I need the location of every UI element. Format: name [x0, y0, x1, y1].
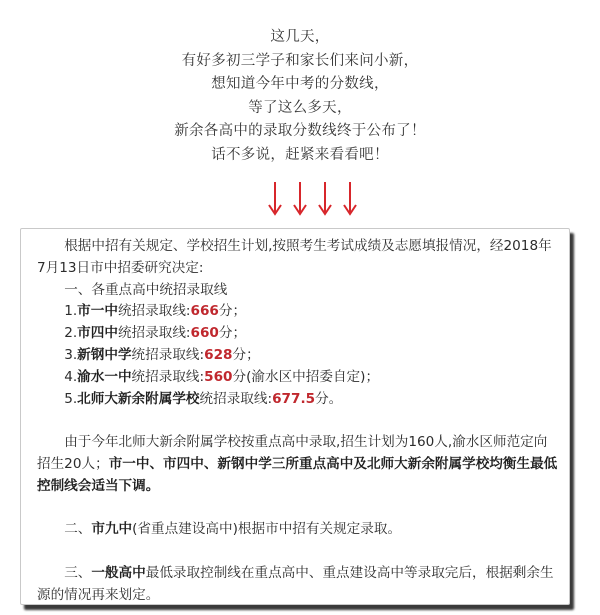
school-line	[37, 345, 559, 367]
adjustment-text: 由于今年北师大新余附属学校按重点高中录取,招生计划为160人,渝水区师范定向招生20人；	[37, 434, 548, 472]
score-label: 统招录取线:	[199, 390, 273, 407]
school-name: 市四中	[77, 325, 118, 342]
arrow-group	[0, 182, 600, 218]
school-name: 渝水一中	[77, 368, 132, 385]
section-three-paragraph	[37, 563, 559, 605]
school-category: 一般高中	[91, 564, 146, 581]
score-suffix: 分；	[232, 346, 260, 363]
school-number: 5.	[64, 390, 78, 407]
spacer	[37, 541, 559, 563]
score-suffix: 分(渝水区中招委自定)；	[232, 368, 380, 385]
section-text: 最低录取控制线在重点高中、重点建设高中等录取完后，根据剩余生源的情况再来划定。	[37, 564, 554, 603]
spacer	[37, 498, 559, 520]
school-number: 1.	[64, 303, 78, 320]
school-number: 2.	[64, 325, 78, 342]
intro-line: 话不多说，赶紧来看看吧！	[211, 146, 389, 163]
school-name: 市一中	[77, 303, 118, 320]
score-value: 660	[190, 325, 219, 342]
school-number: 3.	[64, 346, 78, 363]
down-arrow-icon	[268, 182, 282, 216]
spacer	[37, 410, 559, 432]
section-text: (省重点建设高中)根据市中招有关规定录取。	[132, 521, 402, 538]
score-suffix: 分；	[218, 303, 247, 320]
section-prefix: 二、	[64, 521, 92, 538]
score-label: 统招录取线:	[117, 303, 191, 320]
score-suffix: 分；	[218, 325, 247, 342]
down-arrow-icon	[343, 182, 357, 216]
score-suffix: 分。	[315, 390, 343, 407]
score-label: 统招录取线:	[117, 325, 191, 342]
school-line	[37, 389, 559, 411]
score-value: 560	[204, 368, 233, 385]
school-line	[37, 301, 559, 323]
score-value: 677.5	[272, 390, 316, 407]
intro-line: 有好多初三学子和家长们来问小新，	[181, 52, 419, 69]
intro-line: 等了这么多天，	[248, 99, 352, 116]
down-arrow-icon	[318, 182, 332, 216]
intro-paragraph: 根据中招有关规定、学校招生计划,按照考生考试成绩及志愿填报情况，经2018年7月13日市中招委研究决定:	[37, 238, 552, 276]
school-name: 新钢中学	[77, 346, 132, 363]
school-name: 市九中	[91, 521, 133, 538]
score-label: 统招录取线:	[131, 346, 205, 363]
score-label: 统招录取线:	[131, 368, 205, 385]
score-value: 666	[190, 303, 219, 320]
school-number: 4.	[64, 368, 78, 385]
section-two-paragraph	[37, 519, 559, 541]
section-prefix: 三、	[64, 564, 92, 581]
intro-line: 新余各高中的录取分数线终于公布了！	[174, 123, 426, 140]
down-arrow-icon	[293, 182, 307, 216]
school-line	[37, 323, 559, 345]
intro-line: 这几天，	[270, 29, 330, 45]
adjustment-paragraph	[37, 432, 559, 497]
announcement-box	[20, 228, 570, 605]
school-name: 北师大新余附属学校	[77, 390, 200, 407]
school-line	[37, 367, 559, 389]
score-value: 628	[204, 346, 233, 363]
intro-text	[0, 26, 600, 168]
intro-line: 想知道今年中考的分数线，	[211, 76, 389, 93]
section-heading: 一、各重点高中统招录取线	[64, 281, 228, 298]
adjustment-bold-text: 市一中、市四中、新钢中学三所重点高中及北师大新余附属学校均衡生最低控制线会适当下调。	[37, 455, 558, 494]
